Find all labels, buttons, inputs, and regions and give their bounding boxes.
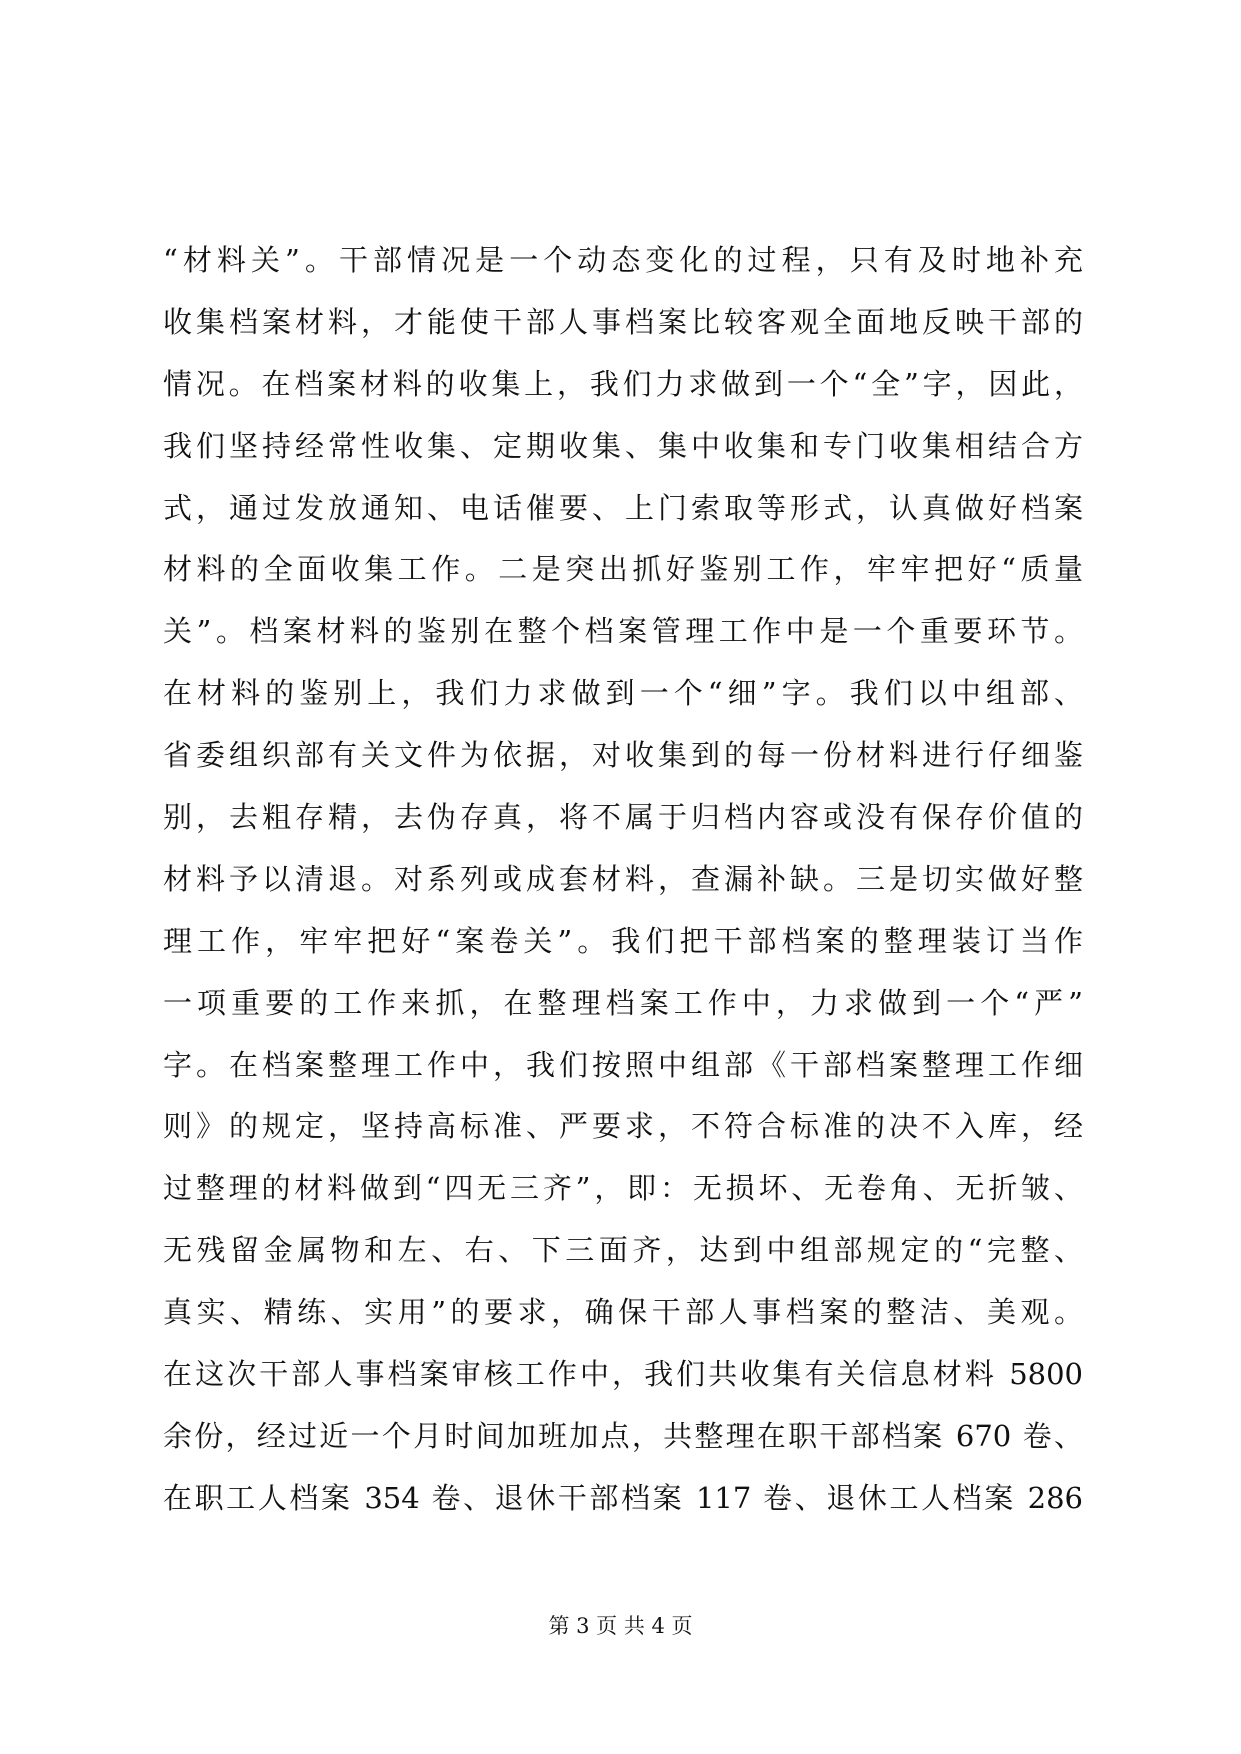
text-line: 关”。档案材料的鉴别在整个档案管理工作中是一个重要环节。 [163, 614, 1083, 649]
text-line: 真实、精练、实用”的要求，确保干部人事档案的整洁、美观。 [163, 1295, 1083, 1330]
text-line: 收集档案材料，才能使干部人事档案比较客观全面地反映干部的 [163, 304, 1083, 339]
text-line: 式，通过发放通知、电话催要、上门索取等形式，认真做好档案 [163, 490, 1083, 525]
page-footer: 第 3 页 共 4 页 [548, 1614, 693, 1638]
text-line: 过整理的材料做到“四无三齐”，即：无损坏、无卷角、无折皱、 [163, 1171, 1083, 1206]
text-line: 则》的规定，坚持高标准、严要求，不符合标准的决不入库，经 [163, 1109, 1083, 1144]
text-line: 材料的全面收集工作。二是突出抓好鉴别工作，牢牢把好“质量 [163, 552, 1083, 587]
text-line: 余份，经过近一个月时间加班加点，共整理在职干部档案 670 卷、 [163, 1418, 1083, 1453]
text-line: 材料予以清退。对系列或成套材料，查漏补缺。三是切实做好整 [163, 861, 1083, 896]
text-line: 无残留金属物和左、右、下三面齐，达到中组部规定的“完整、 [163, 1233, 1083, 1268]
text-line: 理工作，牢牢把好“案卷关”。我们把干部档案的整理装订当作 [163, 923, 1083, 958]
body-text [163, 230, 1083, 1530]
text-line: 一项重要的工作来抓，在整理档案工作中，力求做到一个“严” [163, 985, 1083, 1020]
text-line: 在材料的鉴别上，我们力求做到一个“细”字。我们以中组部、 [163, 676, 1083, 711]
text-line: 省委组织部有关文件为依据，对收集到的每一份材料进行仔细鉴 [163, 738, 1083, 773]
text-line: 在职工人档案 354 卷、退休干部档案 117 卷、退休工人档案 286 [163, 1480, 1083, 1515]
text-line: 在这次干部人事档案审核工作中，我们共收集有关信息材料 5800 [163, 1357, 1083, 1392]
text-line: 字。在档案整理工作中，我们按照中组部《干部档案整理工作细 [163, 1047, 1083, 1082]
text-line: 情况。在档案材料的收集上，我们力求做到一个“全”字，因此， [163, 366, 1083, 401]
text-line: 我们坚持经常性收集、定期收集、集中收集和专门收集相结合方 [163, 428, 1083, 463]
text-line: “材料关”。干部情况是一个动态变化的过程，只有及时地补充 [163, 243, 1083, 277]
text-line: 别，去粗存精，去伪存真，将不属于归档内容或没有保存价值的 [163, 800, 1083, 835]
